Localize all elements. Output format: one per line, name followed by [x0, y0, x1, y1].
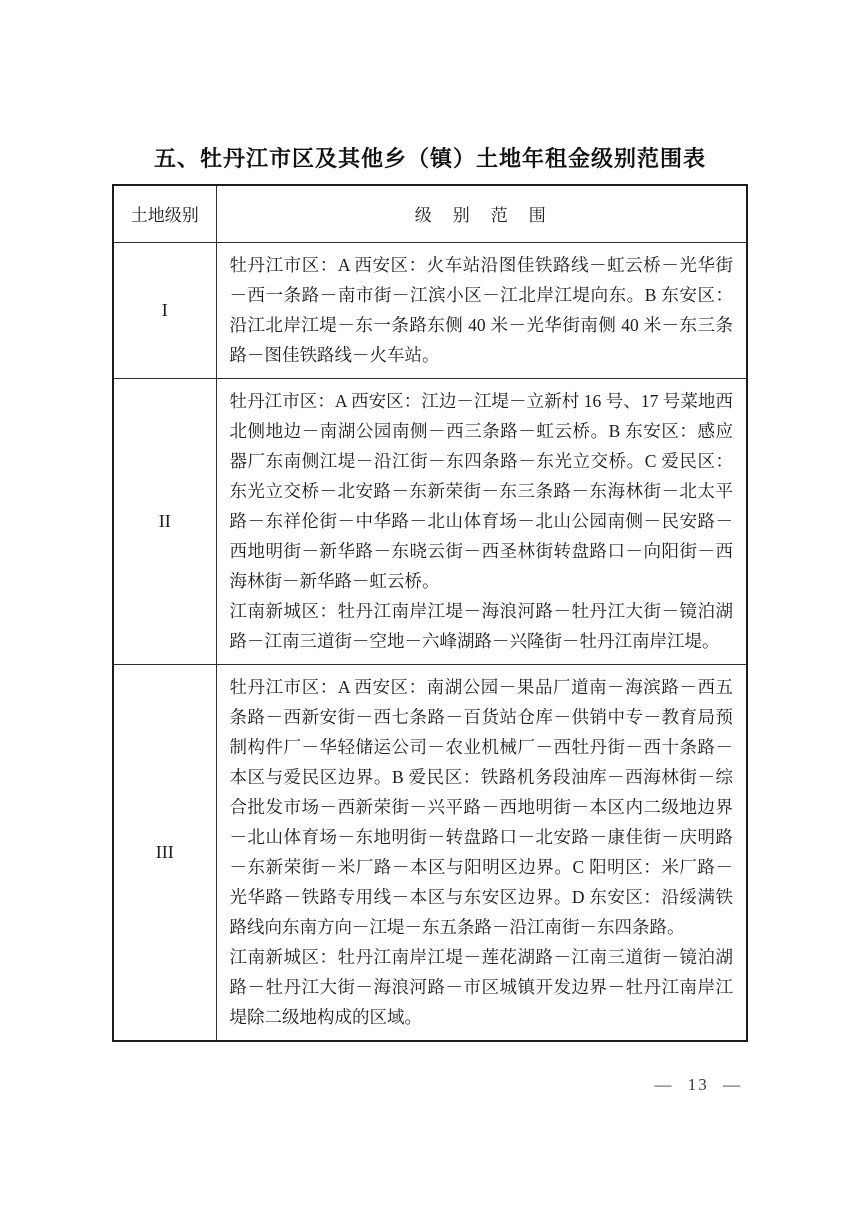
range-cell [216, 378, 747, 664]
page-title: 五、牡丹江市区及其他乡（镇）土地年租金级别范围表 [153, 147, 706, 172]
range-paragraph: 牡丹江市区：A 西安区：南湖公园－果品厂道南－海滨路－西五条路－西新安街－西七条路－百货站仓库－供销中专－教育局预制构件厂－华轻储运公司－农业机械厂－西牡丹街－西十条路－本区与爱民区边界。B 爱民区：铁路机务段油库－西海林街－综合批发市场－西新荣街－兴平路－西地明街－本区内二级地边界－北山体育场－东地明街－转盘路口－北安路－康佳街－庆明路－东新荣街－米厂路－本区与阳明区边界。C 阳明区：米厂路－光华路－铁路专用线－本区与东安区边界。D 东安区：沿绥满铁路线向东南方向－江堤－东五条路－沿江南街－东四条路。 [229, 676, 733, 937]
table-row [113, 242, 747, 378]
table-row [113, 378, 747, 664]
page-footer [655, 1075, 743, 1095]
grade-cell: II [113, 378, 216, 664]
range-cell [216, 242, 747, 378]
header-land-grade: 土地级别 [113, 185, 216, 242]
page-number: — 13 — [654, 1075, 742, 1094]
grade-cell: III [113, 664, 216, 1041]
range-paragraph: 牡丹江市区：A 西安区：江边－江堤－立新村 16 号、17 号菜地西北侧地边－南湖公园南侧－西三条路－虹云桥。B 东安区：感应器厂东南侧江堤－沿江街－东四条路－东光立交桥。C 爱民区：东光立交桥－北安路－东新荣街－东三条路－东海林街－北太平路－东祥伦街－中华路－北山体育场－北山公园南侧－民安路－西地明街－新华路－东晓云街－西圣林街转盘路口－向阳街－西海林街－新华路－虹云桥。 [229, 390, 733, 591]
range-paragraph: 江南新城区：牡丹江南岸江堤－海浪河路－牡丹江大街－镜泊湖路－江南三道街－空地－六峰湖路－兴隆街－牡丹江南岸江堤。 [229, 600, 733, 651]
header-grade-range: 级 别 范 围 [216, 185, 747, 242]
table-header-row [113, 185, 747, 242]
table-body [113, 242, 747, 1041]
range-paragraph: 江南新城区：牡丹江南岸江堤－莲花湖路－江南三道街－镜泊湖路－牡丹江大街－海浪河路－市区城镇开发边界－牡丹江南岸江堤除二级地构成的区域。 [229, 946, 733, 1027]
range-paragraph: 牡丹江市区：A 西安区：火车站沿图佳铁路线－虹云桥－光华街－西一条路－南市街－江滨小区－江北岸江堤向东。B 东安区：沿江北岸江堤－东一条路东侧 40 米－光华街南侧 40 米－东三条路－图佳铁路线－火车站。 [229, 254, 733, 365]
grade-cell: I [113, 242, 216, 378]
grade-range-table [112, 184, 748, 1042]
table-row [113, 664, 747, 1041]
range-cell [216, 664, 747, 1041]
